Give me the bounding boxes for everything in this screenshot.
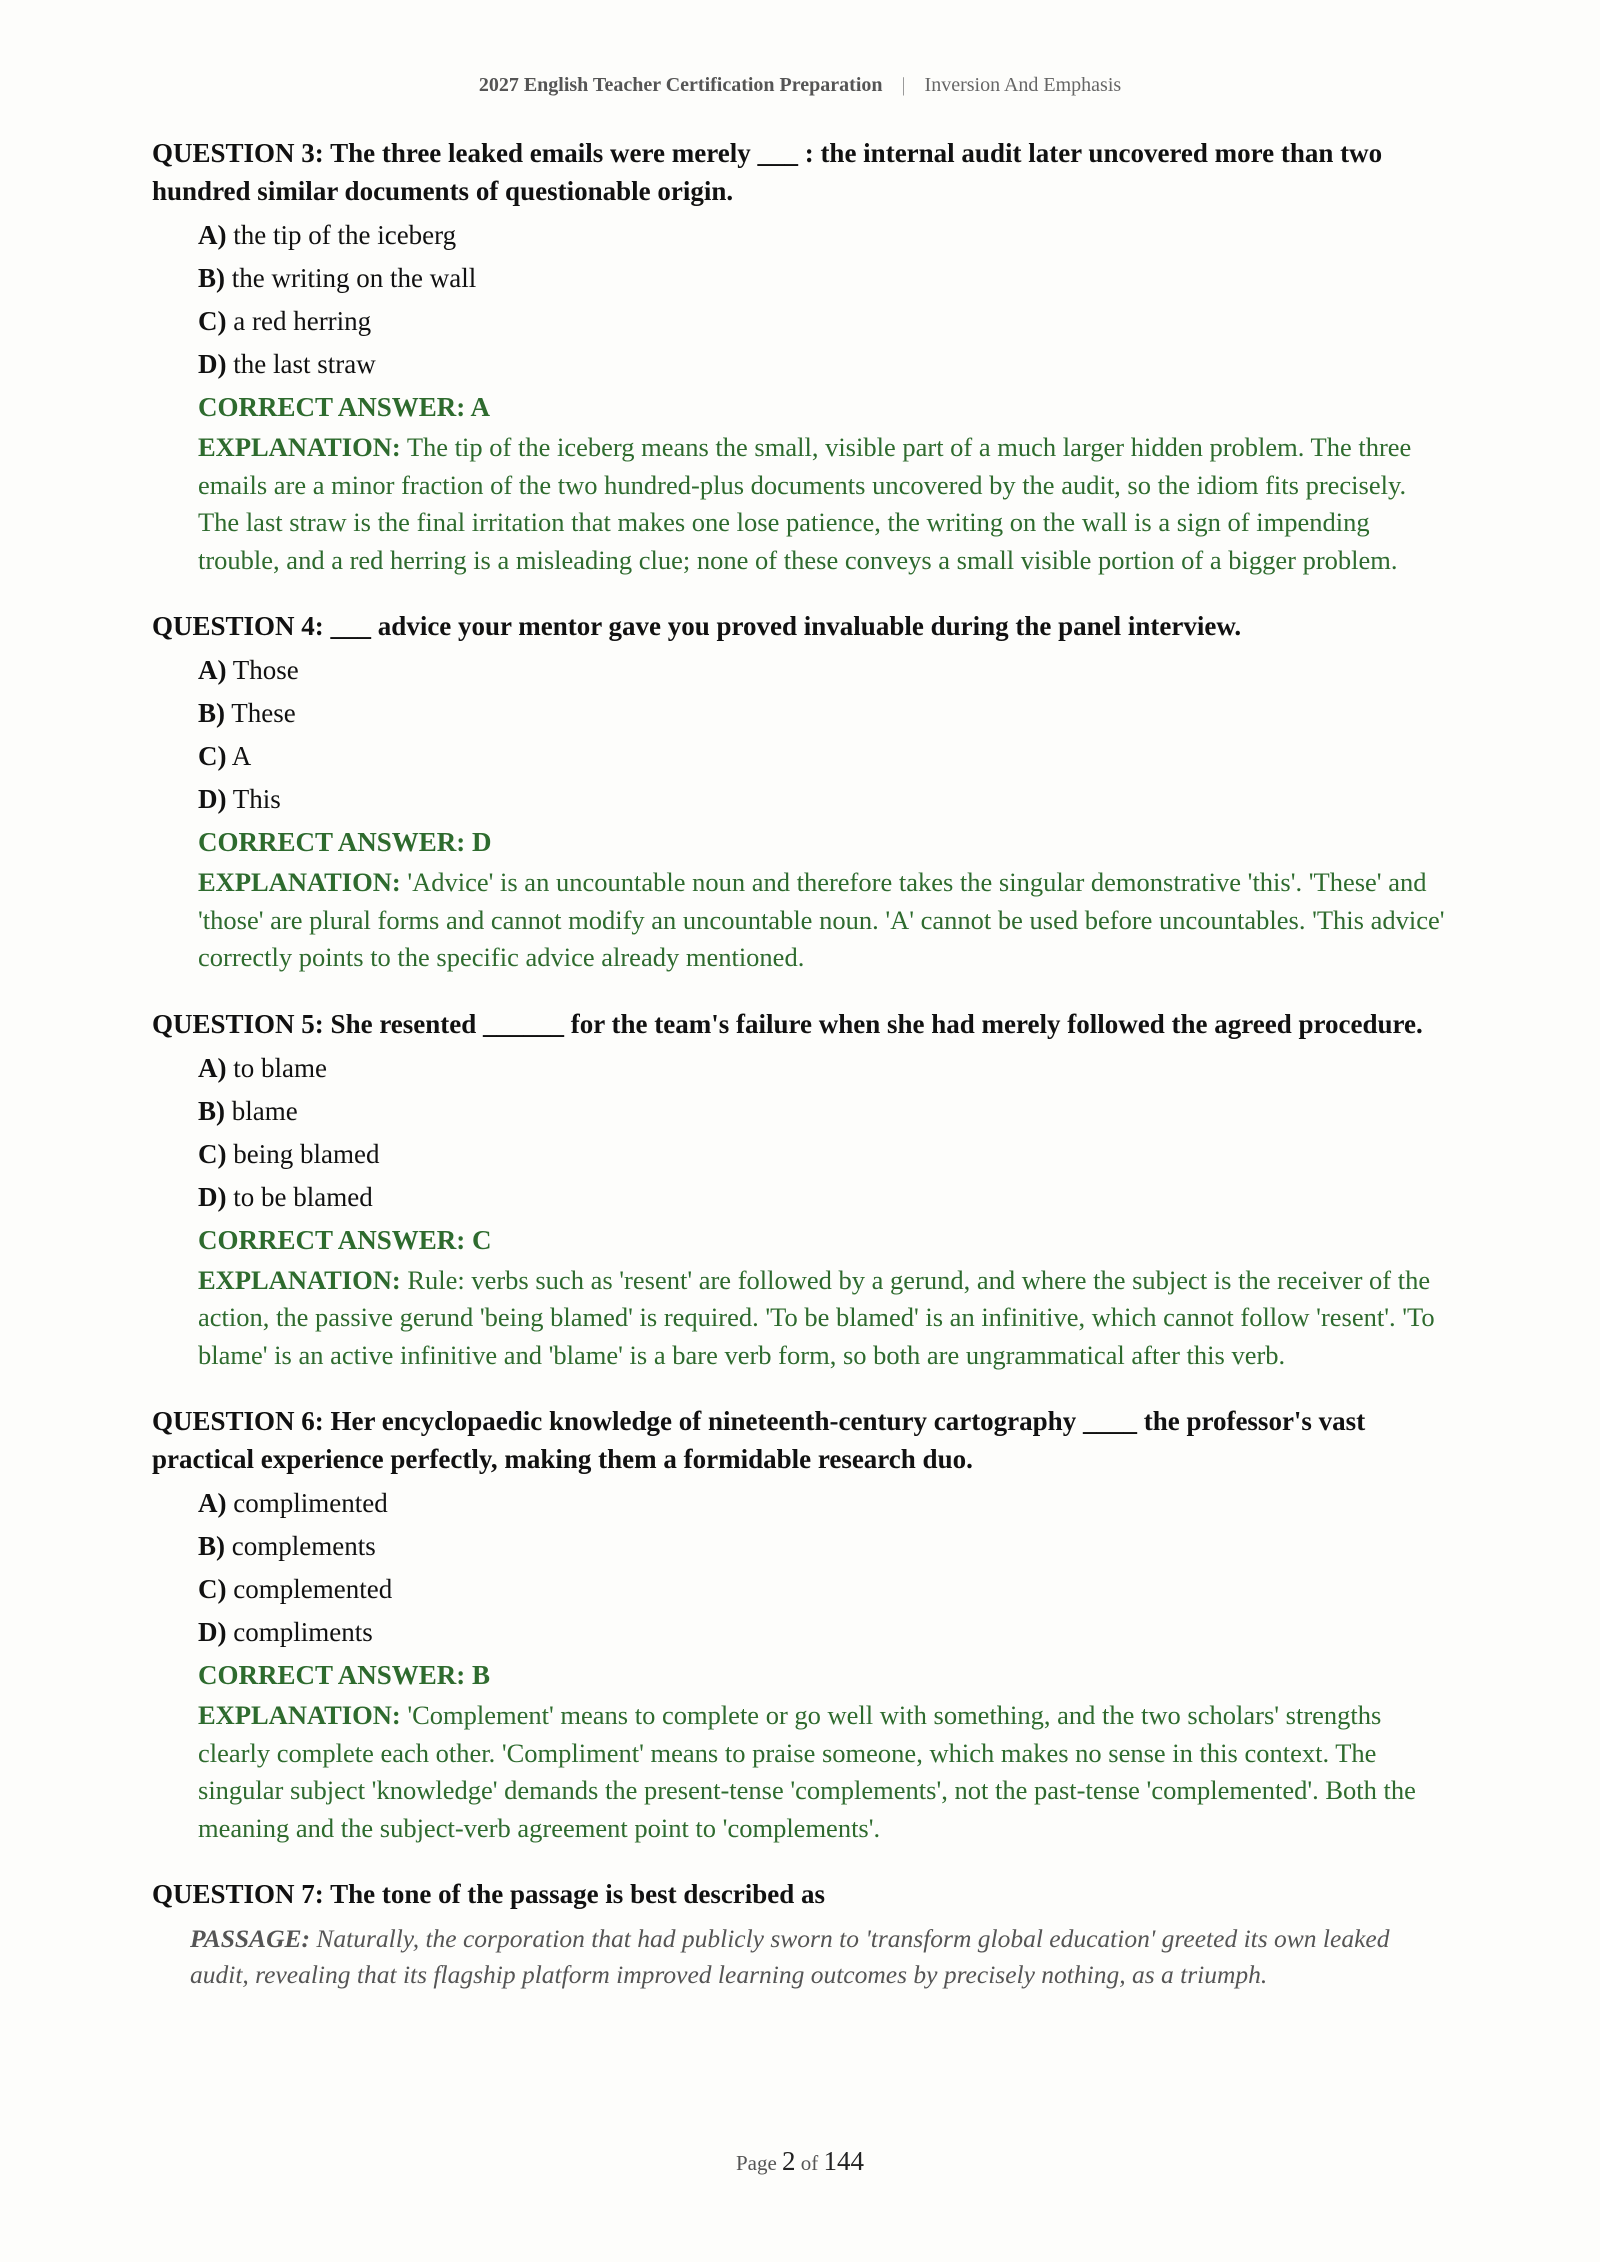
explanation [198,1697,1452,1847]
option-item [198,735,1452,778]
correct-answer: CORRECT ANSWER: A [198,392,491,422]
option-letter: B) [198,263,225,293]
option-letter: D) [198,784,227,814]
explanation-text: 'Complement' means to complete or go well with something, and the two scholars' strengths clearly complete each other. 'Compliment' means to praise someone, which makes no sense in this context. The singular subject 'knowledge' demands the present-tense 'complements', not the past-tense 'complemented'. Both the meaning and the subject-verb agreement point to 'complements'. [198,1700,1416,1843]
page-footer [0,2146,1600,2177]
option-text: the tip of the iceberg [233,220,457,250]
option-text: compliments [233,1617,373,1647]
option-item [198,1568,1452,1611]
option-letter: C) [198,1574,227,1604]
option-item [198,300,1452,343]
question-text [152,134,1452,210]
of-word: of [800,2151,819,2175]
question-label: QUESTION 7: [152,1879,324,1909]
option-letter: A) [198,1488,227,1518]
question-text [152,607,1452,645]
option-text: complements [231,1531,376,1561]
option-text: the writing on the wall [231,263,477,293]
question-block [152,1875,1452,1993]
option-item [198,257,1452,300]
passage-text: Naturally, the corporation that had publicly sworn to 'transform global education' greeted its own leaked audit, revealing that its flagship platform improved learning outcomes by precisely nothing, as a triumph. [190,1924,1390,1989]
options-list [198,649,1452,821]
option-letter: B) [198,1531,225,1561]
option-text: Those [232,655,299,685]
questions-container [152,134,1452,2021]
header-separator: | [901,74,906,96]
option-item [198,1047,1452,1090]
option-item [198,1176,1452,1219]
question-block [152,134,1452,579]
question-block [152,1005,1452,1375]
option-letter: B) [198,698,225,728]
option-item [198,343,1452,386]
explanation-text: 'Advice' is an uncountable noun and therefore takes the singular demonstrative 'this'. 'These' and 'those' are plural forms and cannot modify an uncountable noun. 'A' cannot be used before uncountables. 'This advice' correctly points to the specific advice already mentioned. [198,867,1445,972]
options-list [198,1482,1452,1654]
option-letter: C) [198,741,227,771]
explanation [198,429,1452,579]
explanation-text: Rule: verbs such as 'resent' are followed by a gerund, and where the subject is the receiver of the action, the passive gerund 'being blamed' is required. 'To be blamed' is an infinitive, which cannot follow 'resent'. 'To blame' is an active infinitive and 'blame' is a bare verb form, so both are ungrammatical after this verb. [198,1264,1435,1370]
passage-label: PASSAGE: [190,1924,310,1953]
option-text: to be blamed [233,1181,373,1212]
option-text: blame [231,1095,298,1126]
options-list [198,1047,1452,1219]
option-letter: D) [198,1617,227,1647]
total-pages: 144 [823,2146,865,2176]
explanation [198,864,1452,977]
question-text [152,1402,1452,1478]
option-item [198,649,1452,692]
option-letter: D) [198,349,227,379]
option-text: A [231,741,252,771]
question-block [152,1402,1452,1847]
option-text: complimented [233,1488,388,1518]
option-letter: B) [198,1095,225,1126]
option-item [198,692,1452,735]
passage [190,1921,1452,1993]
explanation-label: EXPLANATION: [198,1700,401,1730]
option-letter: D) [198,1181,227,1212]
option-item [198,1090,1452,1133]
question-stem: She resented ______ for the team's failure when she had merely followed the agreed procedure. [330,1008,1423,1039]
question-text [152,1875,1452,1913]
question-stem: The three leaked emails were merely ___ : the internal audit later uncovered more than two hundred similar documents of questionable origin. [152,138,1383,206]
question-label: QUESTION 5: [152,1008,324,1039]
option-letter: C) [198,1138,227,1169]
correct-answer: CORRECT ANSWER: B [198,1660,491,1690]
question-label: QUESTION 4: [152,611,324,641]
section-name: Inversion And Emphasis [924,74,1122,96]
option-item [198,1133,1452,1176]
option-text: This [232,784,281,814]
page-word: Page [735,2151,777,2175]
option-item [198,1525,1452,1568]
question-label: QUESTION 6: [152,1406,324,1436]
option-item [198,1611,1452,1654]
explanation-label: EXPLANATION: [198,432,401,462]
option-text: being blamed [233,1138,380,1169]
option-text: a red herring [233,306,372,336]
document-title: 2027 English Teacher Certification Preparation [478,74,883,96]
option-item [198,1482,1452,1525]
question-block [152,607,1452,977]
option-letter: C) [198,306,227,336]
page-number: 2 [782,2146,796,2176]
explanation-text: The tip of the iceberg means the small, visible part of a much larger hidden problem. The three emails are a minor fraction of the two hundred-plus documents uncovered by the audit, so the idiom fits precisely. The last straw is the final irritation that makes one lose patience, the writing on the wall is a sign of impending trouble, and a red herring is a misleading clue; none of these conveys a small visible portion of a bigger problem. [198,432,1412,575]
correct-answer: CORRECT ANSWER: D [198,827,492,857]
question-text [152,1005,1452,1043]
page-header [0,74,1600,97]
explanation [198,1262,1452,1375]
option-item [198,214,1452,257]
question-stem: ___ advice your mentor gave you proved invaluable during the panel interview. [330,611,1242,641]
option-letter: A) [198,1052,227,1083]
option-text: the last straw [233,349,376,379]
correct-answer: CORRECT ANSWER: C [198,1224,492,1255]
question-stem: Her encyclopaedic knowledge of nineteenth-century cartography ____ the professor's vast practical experience perfectly, making them a formidable research duo. [152,1406,1366,1474]
options-list [198,214,1452,386]
option-letter: A) [198,220,227,250]
question-label: QUESTION 3: [152,138,324,168]
option-item [198,778,1452,821]
option-letter: A) [198,655,227,685]
option-text: to blame [233,1052,327,1083]
explanation-label: EXPLANATION: [198,867,401,897]
explanation-label: EXPLANATION: [198,1264,401,1295]
option-text: complemented [233,1574,393,1604]
question-stem: The tone of the passage is best described as [330,1879,826,1909]
option-text: These [231,698,296,728]
